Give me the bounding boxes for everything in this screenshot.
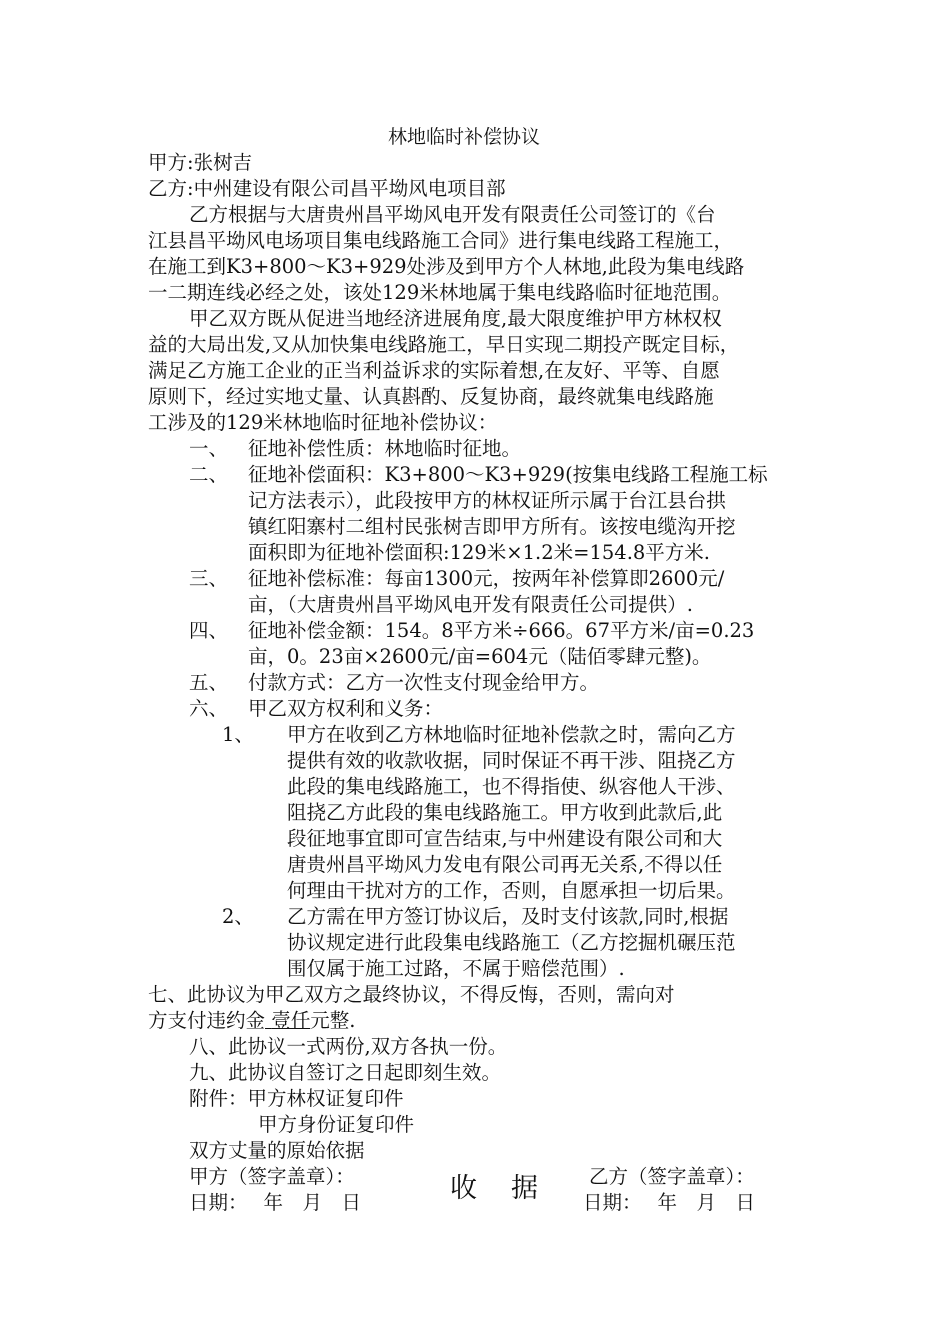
paragraph-2-line: 益的大局出发,又从加快集电线路施工，早日实现二期投产既定目标， xyxy=(148,333,740,356)
paragraph-2-line: 工涉及的129米林地临时征地补偿协议： xyxy=(148,411,498,434)
subitem-text: 此段的集电线路施工，也不得指使、纵容他人干涉、 xyxy=(287,775,736,798)
item-number: 一、 xyxy=(189,437,229,460)
paragraph-1-line: 江县昌平坳风电场项目集电线路施工合同》进行集电线路工程施工， xyxy=(148,229,734,252)
clause-7-line: 七、此协议为甲乙双方之最终协议，不得反悔，否则，需向对 xyxy=(148,983,675,1006)
item-text: 亩，（大唐贵州昌平坳风电开发有限责任公司提供）. xyxy=(248,593,693,616)
party-b-date: 日期： 年 月 日 xyxy=(583,1191,755,1214)
subitem-text: 协议规定进行此段集电线路施工（乙方挖掘机碾压范 xyxy=(287,931,736,954)
item-number: 二、 xyxy=(189,463,229,486)
party-a-date: 日期： 年 月 日 xyxy=(189,1191,361,1214)
receipt-title: 收据 xyxy=(450,1173,572,1204)
item-text: 付款方式：乙方一次性支付现金给甲方。 xyxy=(248,671,600,694)
item-number: 六、 xyxy=(189,697,229,720)
paragraph-2-line: 甲乙双方既从促进当地经济进展角度,最大限度维护甲方林权权 xyxy=(189,307,722,330)
item-text: 甲乙双方权利和义务： xyxy=(248,697,444,720)
item-number: 四、 xyxy=(189,619,229,642)
clause-9-line: 九、此协议自签订之日起即刻生效。 xyxy=(189,1061,502,1084)
paragraph-2-line: 原则下，经过实地丈量、认真斟酌、反复协商，最终就集电线路施 xyxy=(148,385,714,408)
subitem-text: 何理由干扰对方的工作，否则，自愿承担一切后果。 xyxy=(287,879,736,902)
attachments-label: 附件：甲方林权证复印件 xyxy=(189,1087,404,1110)
party-b-signature: 乙方（签字盖章）： xyxy=(589,1165,755,1188)
paragraph-1-line: 在施工到K3+800～K3+929处涉及到甲方个人林地,此段为集电线路 xyxy=(148,255,745,278)
attachment-item: 双方丈量的原始依据 xyxy=(189,1139,365,1162)
paragraph-2-line: 满足乙方施工企业的正当利益诉求的实际着想,在友好、平等、自愿 xyxy=(148,359,720,382)
item-number: 三、 xyxy=(189,567,229,590)
item-number: 五、 xyxy=(189,671,229,694)
clause-7-line xyxy=(148,1008,355,1034)
party-a-line: 甲方:张树吉 xyxy=(148,151,253,174)
subitem-number: 1、 xyxy=(222,723,254,746)
item-text: 面积即为征地补偿面积:129米×1.2米=154.8平方米. xyxy=(248,541,711,564)
party-b-line: 乙方:中州建设有限公司昌平坳风电项目部 xyxy=(148,177,506,200)
item-text: 征地补偿面积：K3+800～K3+929(按集电线路工程施工标 xyxy=(248,463,768,486)
subitem-text: 段征地事宜即可宣告结束,与中州建设有限公司和大 xyxy=(287,827,723,850)
paragraph-1-line: 乙方根据与大唐贵州昌平坳风电开发有限责任公司签订的《台 xyxy=(189,203,716,226)
penalty-amount: 壹仟 xyxy=(271,1009,311,1032)
subitem-text: 唐贵州昌平坳风力发电有限公司再无关系,不得以任 xyxy=(287,853,723,876)
item-text: 征地补偿金额：154。8平方米÷666。67平方米/亩=0.23 xyxy=(248,619,755,642)
subitem-text: 甲方在收到乙方林地临时征地补偿款之时，需向乙方 xyxy=(287,723,736,746)
clause-7-suffix: 元整. xyxy=(310,1009,356,1032)
subitem-number: 2、 xyxy=(222,905,254,928)
party-a-signature: 甲方（签字盖章）： xyxy=(189,1165,355,1188)
subitem-text: 乙方需在甲方签订协议后，及时支付该款,同时,根据 xyxy=(287,905,729,928)
subitem-text: 提供有效的收款收据，同时保证不再干涉、阻挠乙方 xyxy=(287,749,736,772)
clause-8-line: 八、此协议一式两份,双方各执一份。 xyxy=(189,1035,508,1058)
document-title: 林地临时补偿协议 xyxy=(388,126,541,148)
item-text: 镇红阳寨村二组村民张树吉即甲方所有。该按电缆沟开挖 xyxy=(248,515,736,538)
subitem-text: 围仅属于施工过路，不属于赔偿范围）. xyxy=(287,957,625,980)
attachment-item: 甲方身份证复印件 xyxy=(258,1113,415,1136)
item-text: 记方法表示），此段按甲方的林权证所示属于台江县台拱 xyxy=(248,489,726,512)
subitem-text: 阻挠乙方此段的集电线路施工。甲方收到此款后,此 xyxy=(287,801,723,824)
paragraph-1-line: 一二期连线必经之处，该处129米林地属于集电线路临时征地范围。 xyxy=(148,281,732,304)
item-text: 征地补偿标准：每亩1300元，按两年补偿算即2600元/ xyxy=(248,567,725,590)
item-text: 征地补偿性质：林地临时征地。 xyxy=(248,437,522,460)
clause-7-prefix: 方支付违约金 xyxy=(148,1009,266,1032)
item-text: 亩，0。23亩×2600元/亩=604元（陆佰零肆元整)。 xyxy=(248,645,712,668)
